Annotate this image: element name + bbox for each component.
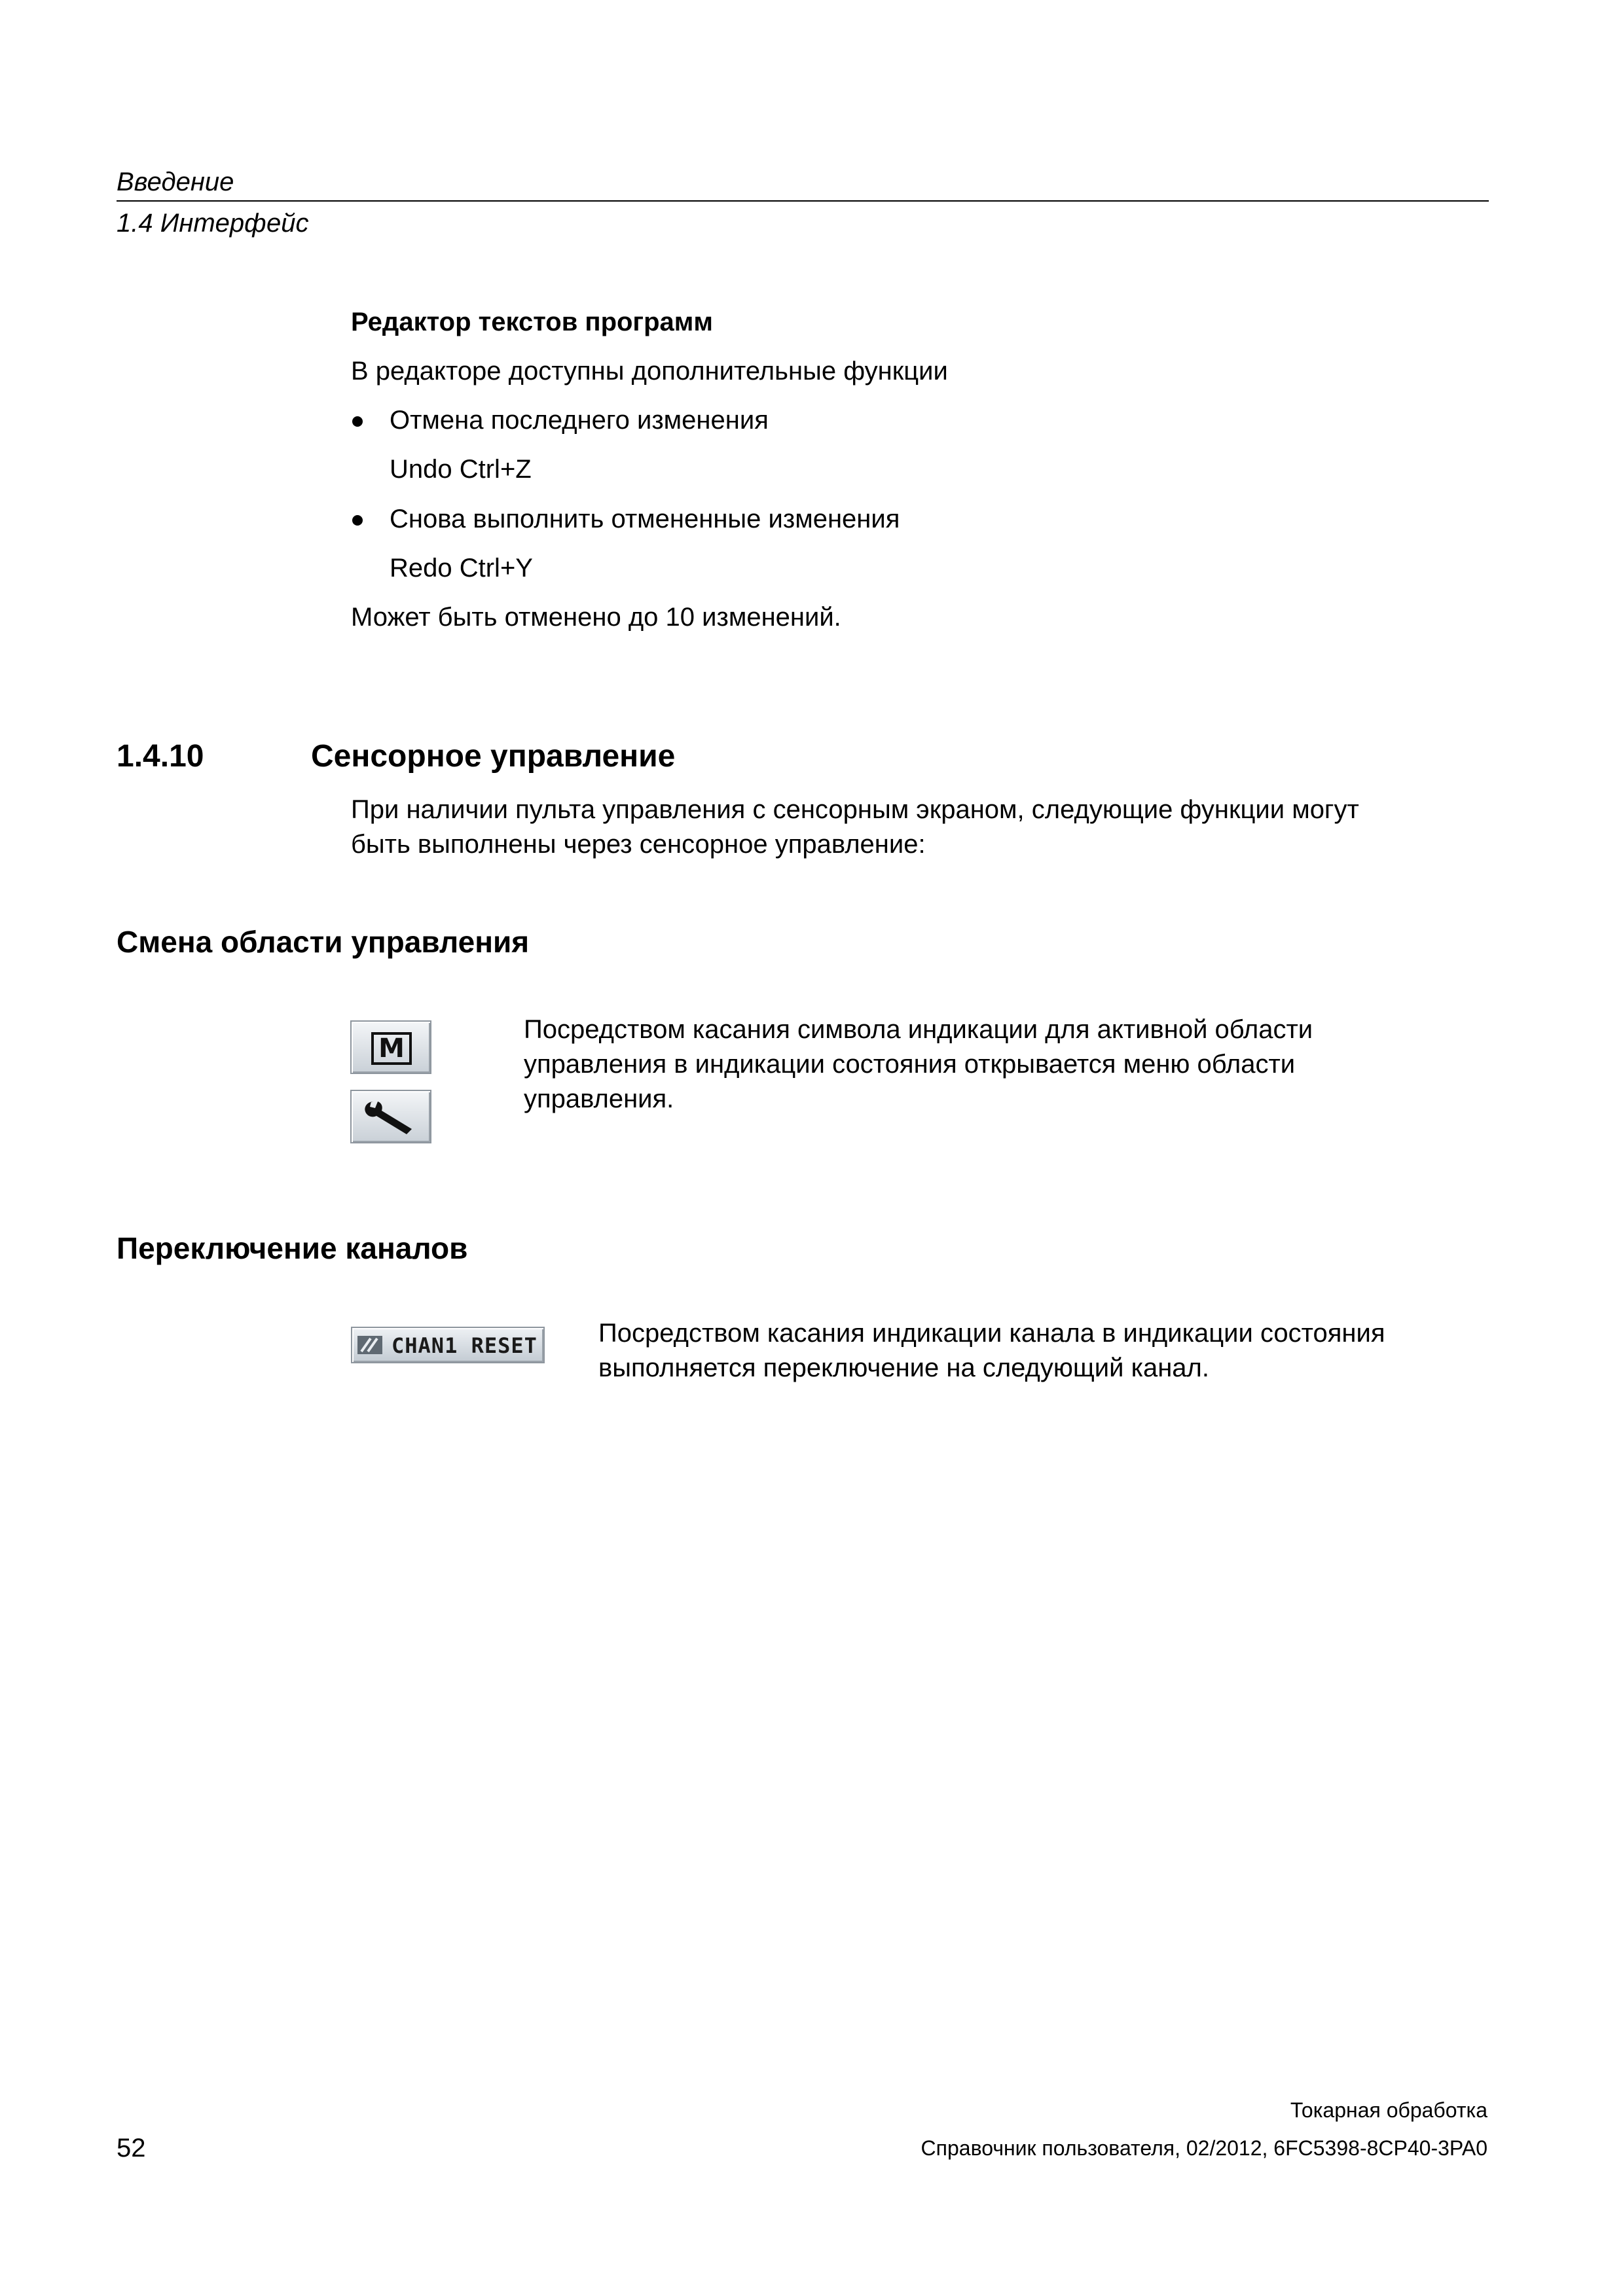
area-switch-desc-line-3: управления. bbox=[524, 1085, 674, 1113]
header-rule bbox=[117, 200, 1489, 202]
footer-document: Справочник пользователя, 02/2012, 6FC5398-8CP40-3PA0 bbox=[921, 2136, 1487, 2160]
bullet-icon bbox=[352, 515, 363, 526]
section-number: 1.4.10 bbox=[117, 739, 204, 774]
area-switch-desc-line-2: управления в индикации состояния открывается меню области bbox=[524, 1050, 1296, 1079]
section-intro-line-1: При наличии пульта управления с сенсорным экраном, следующие функции могут bbox=[351, 795, 1359, 824]
area-switch-desc-line-1: Посредством касания символа индикации для активной области bbox=[524, 1015, 1313, 1044]
channel-switch-heading: Переключение каналов bbox=[117, 1231, 468, 1265]
section-breadcrumb: 1.4 Интерфейс bbox=[117, 209, 309, 238]
machine-area-icon[interactable] bbox=[350, 1020, 431, 1074]
wrench-icon[interactable] bbox=[350, 1090, 431, 1143]
footer-title: Токарная обработка bbox=[1290, 2098, 1487, 2122]
page-number: 52 bbox=[117, 2134, 146, 2162]
editor-item-undo-shortcut: Undo Ctrl+Z bbox=[390, 455, 532, 484]
bullet-icon bbox=[352, 416, 363, 427]
area-switch-heading: Смена области управления bbox=[117, 925, 530, 959]
channel-label: CHAN1 RESET bbox=[392, 1333, 538, 1358]
chapter-title: Введение bbox=[117, 168, 234, 196]
channel-switch-desc-line-2: выполняется переключение на следующий канал. bbox=[598, 1354, 1209, 1382]
editor-item-redo-label: Снова выполнить отмененные изменения bbox=[390, 505, 900, 533]
section-title: Сенсорное управление bbox=[311, 739, 676, 774]
editor-item-redo-shortcut: Redo Ctrl+Y bbox=[390, 554, 533, 583]
section-intro-line-2: быть выполнены через сенсорное управление: bbox=[351, 830, 926, 859]
wrench-glyph bbox=[352, 1091, 430, 1142]
m-letter: M bbox=[371, 1032, 412, 1065]
editor-item-undo-label: Отмена последнего изменения bbox=[390, 406, 769, 435]
channel-status-icon[interactable] bbox=[351, 1327, 545, 1363]
channel-stripes-icon bbox=[356, 1332, 389, 1358]
editor-heading: Редактор текстов программ bbox=[351, 308, 713, 336]
channel-switch-desc-line-1: Посредством касания индикации канала в индикации состояния bbox=[598, 1319, 1385, 1348]
editor-intro: В редакторе доступны дополнительные функции bbox=[351, 357, 948, 386]
editor-note: Может быть отменено до 10 изменений. bbox=[351, 603, 841, 632]
